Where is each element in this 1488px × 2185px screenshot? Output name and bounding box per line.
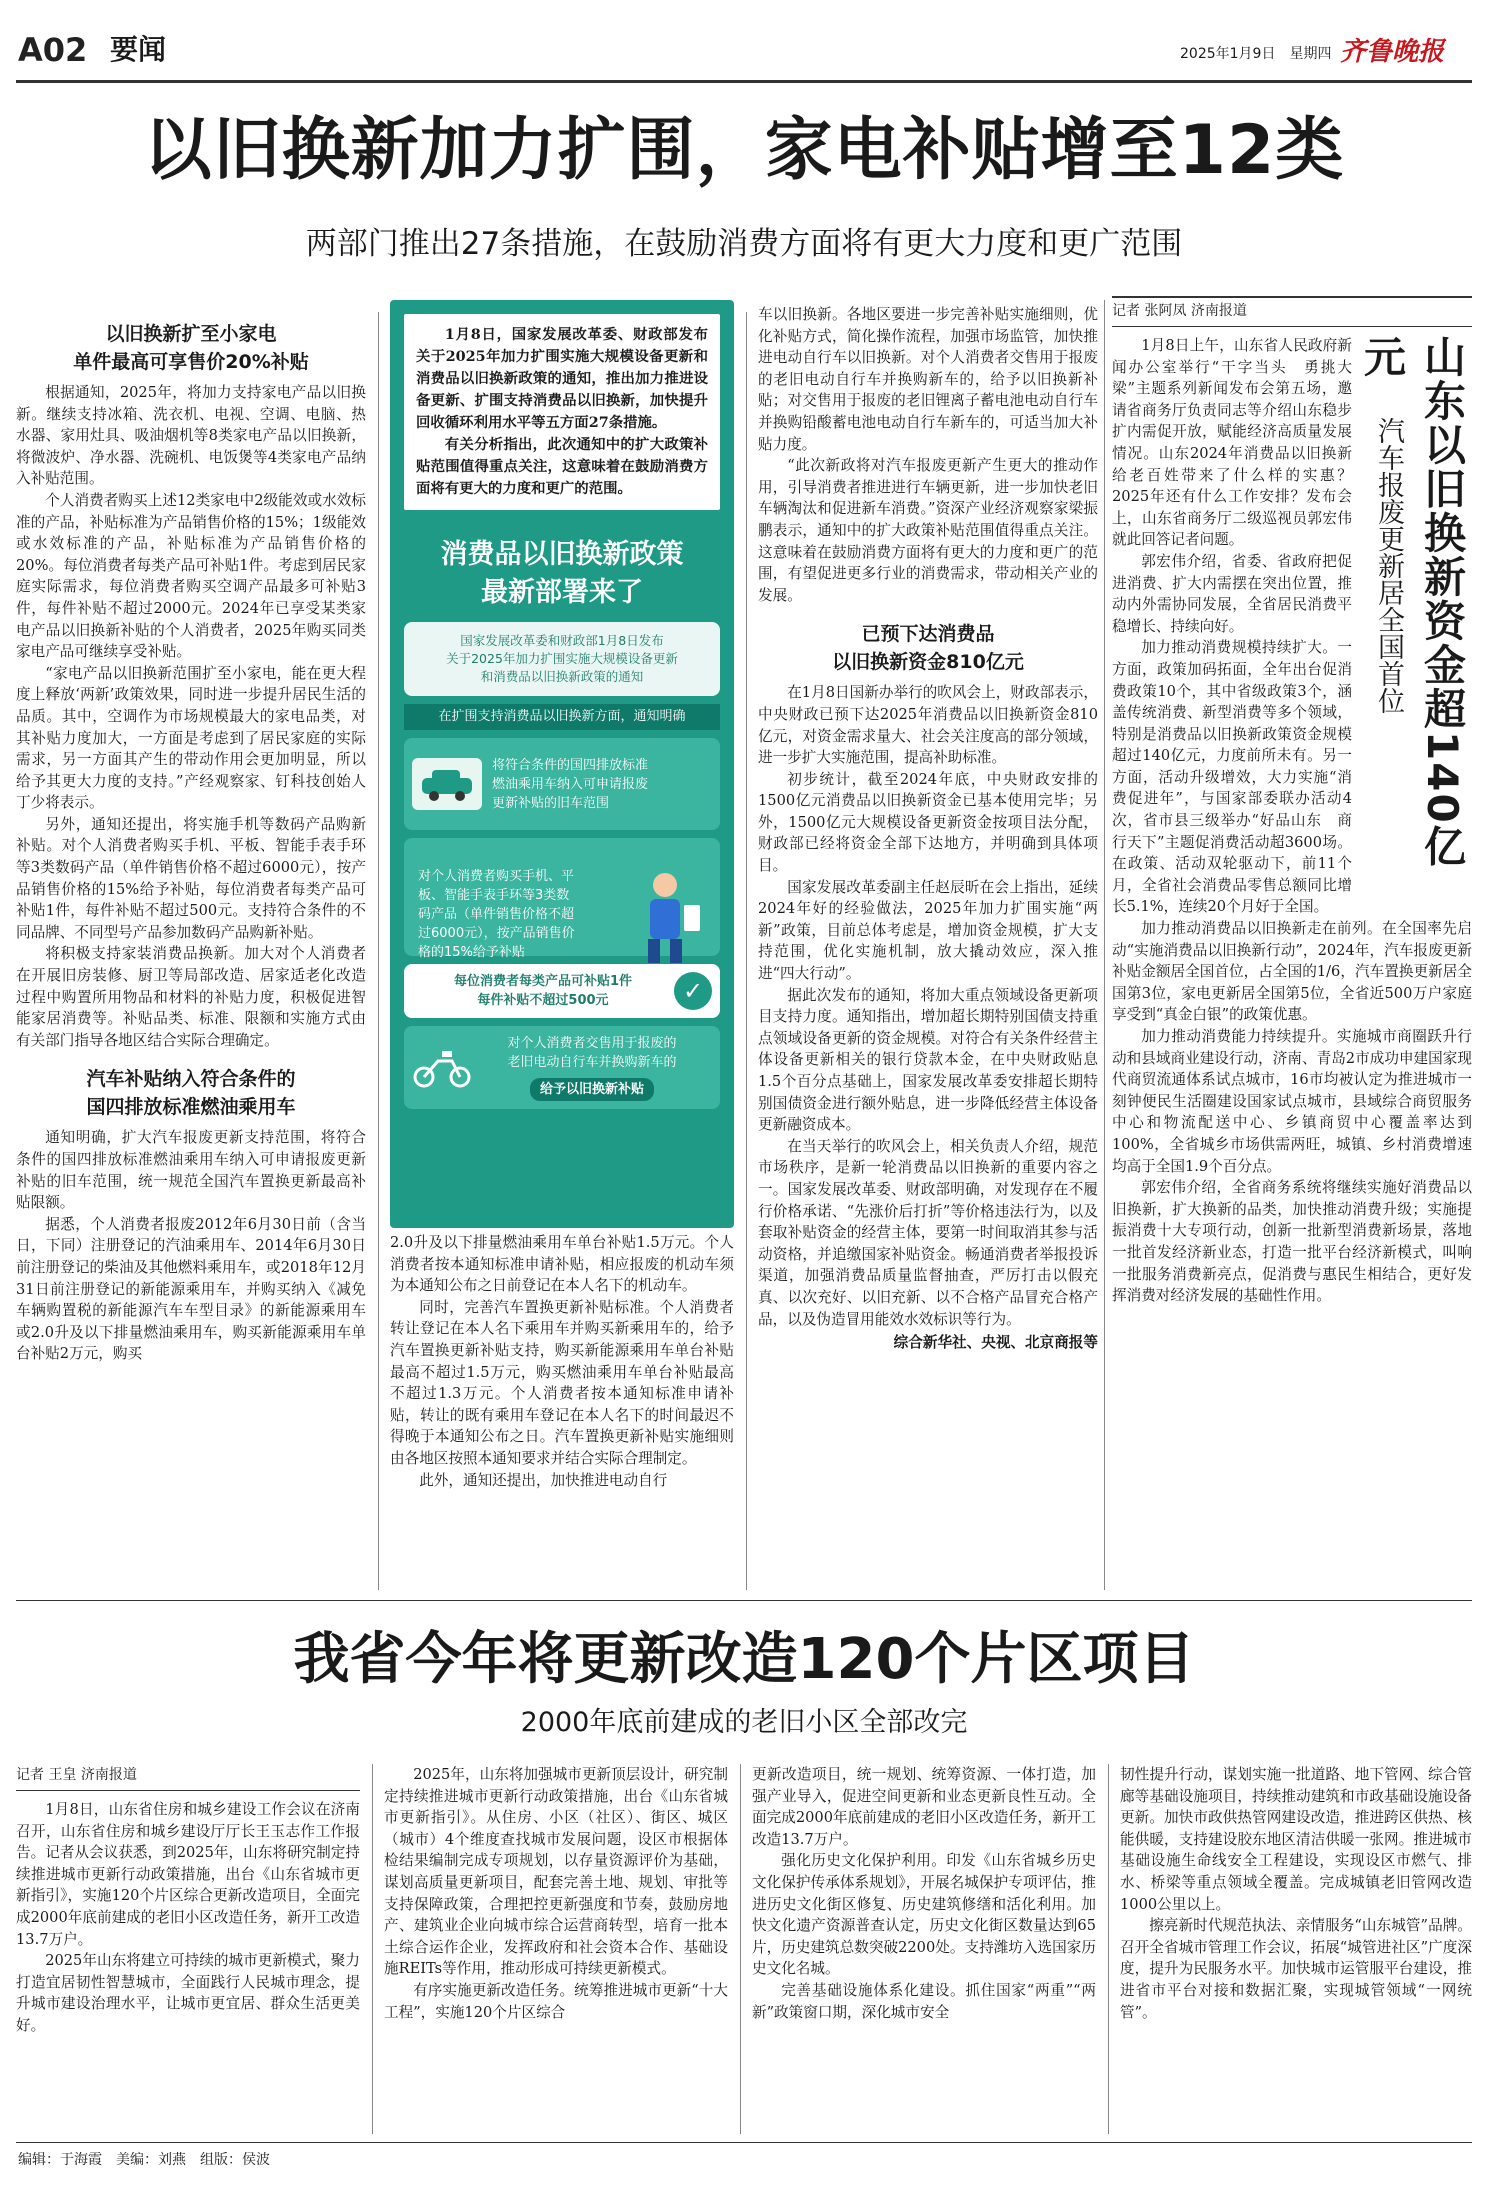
paragraph: 2025年，山东将加强城市更新顶层设计，研究制定持续推进城市更新行动政策措施，出台《山东省城市更新指引》。从住房、小区（社区）、街区、城区（城市）4个维度查找城市发展问题，设区市根据体检结果编制完成专项规划，以存量资源评价为基础，谋划高质量更新项目，配套完善土地、规划、审批等支持保障政策，合理把控更新强度和节奏，鼓励房地产、建筑业企业向城市综合运营商转型，培育一批本土综合运作企业，发挥政府和社会资本合作、基础设施REITs等作用，推动形成可持续更新模式。 [384, 1766, 728, 1978]
story1-col3 [758, 304, 1098, 1586]
infographic-panel [390, 300, 734, 1228]
paragraph: 此外，通知还提出，加快推进电动自行 [419, 1471, 668, 1489]
paragraph: 完善基础设施体系化建设。抓住国家“两重”“两新”政策窗口期，深化城市安全 [752, 1981, 1096, 2021]
checkmark-icon: ✓ [674, 972, 712, 1010]
paragraph: 加力推动消费品以旧换新走在前列。在全国率先启动“实施消费品以旧换新行动”，2024年，汽车报废更新补贴金额居全国首位，占全国的1/6，汽车置换更新居全国第3位，家电更新居全国第5位，全省近500万户家庭享受到“真金白银”的政策优惠。 [1112, 920, 1472, 1024]
paragraph: “家电产品以旧换新范围扩至小家电，能在更大程度上释放‘两新’政策效果，同时进一步提升居民生活的品质。其中，空调作为市场规模最大的家电品类，对其补贴力度加大，一方面是考虑到了居民家庭的实际需求，另一方面其产生的带动作用会更加明显，所以给予其更大力度的支持。”产经观察家、钉科技创始人丁少将表示。 [16, 664, 366, 812]
paragraph: 1月8日上午，山东省人民政府新闻办公室举行“干字当头 勇挑大梁”主题系列新闻发布会第五场，邀请省商务厅负责同志等介绍山东稳步扩内需促开放，赋能经济高质量发展情况。山东2024年消费品以旧换新给老百姓带来了什么样的实惠？2025年还有什么工作安排？发布会上，山东省商务厅二级巡视员郭宏伟就此回答记者问题。 [1112, 337, 1352, 549]
paragraph: 加力推动消费能力持续提升。实施城市商圈跃升行动和县域商业建设行动，济南、青岛2市成功申建国家现代商贸流通体系试点城市，16市均被认定为推进城市一刻钟便民生活圈建设国家试点城市，县域综合商贸服务中心和物流配送中心、乡镇商贸中心覆盖率达到100%，全省城乡市场供需两旺，城镇、乡村消费增速均高于全国1.9个百分点。 [1112, 1028, 1472, 1175]
paragraph: 韧性提升行动，谋划实施一批道路、地下管网、综合管廊等基础设施项目，持续推动建筑和市政基础设施设备更新。加快市政供热管网建设改造，推进跨区供热、核能供暖，支持建设胶东地区清洁供暖一张网。推进城市基础设施生命线安全工程建设，实现设区市燃气、排水、桥梁等重点领域全覆盖。完成城镇老旧管网改造1000公里以上。 [1120, 1766, 1472, 1913]
subhead-funds: 已预下达消费品 以旧换新资金810亿元 [832, 623, 1024, 674]
story1-col1 [16, 312, 366, 1590]
paragraph: “此次新政将对汽车报废更新产生更大的推动作用，引导消费者推进进行车辆更新，进一步加快老旧车辆淘汰和促进新车消费。”资深产业经济观察家梁振鹏表示，通知中的扩大政策补贴范围值得重点关注。这意味着在鼓励消费方面将有更大的力度和更广的范围，有望促进更多行业的消费需求，带动相关产业的发展。 [758, 457, 1098, 604]
infographic-banner: 国家发展改革委和财政部1月8日发布 关于2025年加力扩围实施大规模设备更新 和消费品以旧换新政策的通知 [404, 622, 720, 696]
byline: 记者 张阿凤 济南报道 [1112, 300, 1472, 327]
header-rule [16, 80, 1472, 83]
story2-box-rule [1112, 296, 1472, 298]
story3-col1 [16, 1764, 360, 2134]
paragraph: 擦亮新时代规范执法、亲情服务“山东城管”品牌。召开全省城市管理工作会议，拓展“城管进社区”广度深度，提升为民服务水平。加快城市运管服平台建设，推进省市平台对接和数据汇聚，实现城管领域“一网统管”。 [1120, 1917, 1472, 2021]
story2-vertical-title-block [1360, 335, 1472, 895]
paragraph: 个人消费者购买上述12类家电中2级能效或水效标准的产品，补贴标准为产品销售价格的15%；1级能效或水效标准的产品，补贴标准为产品销售价格的20%。每位消费者每类产品可补贴1件。考虑到居民家庭实际需求，每位消费者购买空调产品最多可补贴3件，每件补贴不超过2000元。2024年已享受某类家电产品以旧换新补贴的个人消费者，2025年购买同类家电产品可继续享受补贴。 [16, 491, 366, 661]
paragraph: 郭宏伟介绍，全省商务系统将继续实施好消费品以旧换新，扩大换新的品类，加快推动消费升级；实施提振消费十大专项行动，创新一批新型消费新场景，落地一批首发经济新业态，打造一批平台经济新模式，叫响一批服务消费新亮点，促消费与惠民生相结合，更好发挥消费对经济发展的基础性作用。 [1112, 1179, 1472, 1305]
paragraph: 国家发展改革委副主任赵辰昕在会上指出，延续2024年好的经验做法，2025年加力扩围实施“两新”政策，目前总体考虑是，增加资金规模，扩大支持范围，优化实施机制，放大撬动效应，深入推进“四大行动”。 [758, 878, 1098, 983]
lead-paragraph: 1月8日，国家发展改革委、财政部发布关于2025年加力扩围实施大规模设备更新和消费品以旧换新政策的通知，推出加力推进设备更新、扩围支持消费品以旧换新，加快提升回收循环利用水平等五方面27条措施。 [416, 326, 708, 431]
subhead-appliances: 以旧换新扩至小家电 单件最高可享售价20%补贴 [73, 323, 309, 373]
story2-col [1112, 300, 1472, 1590]
paragraph: 将积极支持家装消费品换新。加大对个人消费者在开展旧房装修、厨卫等局部改造、居家适老化改造过程中购置所用物品和材料的补贴力度，积极促进智能家居消费等。补贴品类、标准、限额和实施方式由有关部门指导各地区结合实际合理确定。 [16, 945, 366, 1049]
paragraph: 有序实施更新改造任务。统筹推进城市更新“十大工程”，实施120个片区综合 [384, 1981, 728, 2021]
card-text: 每位消费者每类产品可补贴1件 每件补贴不超过500元 [453, 974, 633, 1008]
infographic-card-limit [404, 964, 720, 1018]
ebike-icon [412, 1041, 472, 1095]
headline-story3: 我省今年将更新改造120个片区项目 [293, 1627, 1195, 1692]
page-number: A02 [18, 31, 88, 69]
paragraph: 车以旧换新。各地区要进一步完善补贴实施细则，优化补贴方式，简化操作流程，加强市场监管，加快推进电动自行车以旧换新。对个人消费者交售用于报废的老旧电动自行车并换购新车的，给予以旧换新补贴；对交售用于报废的老旧锂离子蓄电池电动自行车并换购铅酸蓄电池电动自行车新车的，可适当加大补贴力度。 [758, 306, 1098, 453]
lead-box [404, 314, 720, 510]
column-divider [372, 1764, 373, 2134]
paragraph: 2025年山东将建立可持续的城市更新模式，聚力打造宜居韧性智慧城市，全面践行人民城市理念，提升城市建设治理水平，让城市更宜居、群众生活更美好。 [16, 1952, 360, 2034]
column-divider [740, 1764, 741, 2134]
headline-main: 以旧换新加力扩围，家电补贴增至12类 [143, 111, 1345, 190]
infographic-strip: 在扩围支持消费品以旧换新方面，通知明确 [404, 704, 720, 730]
paragraph: 初步统计，截至2024年底，中央财政安排的1500亿元消费品以旧换新资金已基本使用完毕；另外，1500亿元大规模设备更新资金按项目法分配，财政部已经将资金全部下达地方，并明确到具体项目。 [758, 770, 1098, 875]
story1-col2 [390, 1232, 734, 1590]
column-divider [1104, 300, 1105, 1590]
car-icon [412, 758, 482, 810]
story2-vertical-subtitle: 汽车报废更新居全国首位 [1373, 417, 1404, 714]
card-text: 对个人消费者购买手机、平 板、智能手表手环等3类数 码产品（单件销售价格不超 过6000元），按产品销售价 格的15%给予补贴 [418, 869, 575, 960]
story3-col4 [1120, 1764, 1472, 2134]
story3-col2 [384, 1764, 728, 2134]
infographic-title: 消费品以旧换新政策 最新部署来了 [440, 539, 684, 608]
section-name: 要闻 [110, 33, 167, 66]
paragraph: 另外，通知还提出，将实施手机等数码产品购新补贴。对个人消费者购买手机、平板、智能手表手环等3类数码产品（单件销售价格不超过6000元），按产品销售价格的15%给予补贴，每位消费者每类产品可补贴1件，每件补贴不超过500元。支持符合条件的不同品牌、不同型号产品参加数码产品购新补贴。 [16, 815, 366, 941]
infographic-card-digital [404, 838, 720, 960]
paragraph: 在1月8日国新办举行的吹风会上，财政部表示，中央财政已预下达2025年消费品以旧换新资金810亿元，对资金需求量大、社会关注度高的部分领域，进一步扩大实施范围，提高补助标准。 [758, 684, 1098, 767]
source-credit: 综合新华社、央视、北京商报等 [893, 1334, 1098, 1352]
footer-credits [18, 2150, 270, 2170]
byline: 记者 王皇 济南报道 [16, 1764, 360, 1791]
paragraph: 1月8日，山东省住房和城乡建设工作会议在济南召开，山东省住房和城乡建设厅厅长王玉志作工作报告。记者从会议获悉，到2025年，山东将研究制定持续推进城市更新行动政策措施，出台《山东省城市更新指引》，实施120个片区综合更新改造项目，全面完成2000年底前建成的老旧小区改造任务，新开工改造13.7万户。 [16, 1801, 360, 1948]
story2-vertical-title: 山东以旧换新资金超140亿元 [1358, 335, 1467, 869]
subheadline-story3: 2000年底前建成的老旧小区全部改完 [520, 1707, 968, 1738]
footer-rule [16, 2142, 1472, 2143]
footer-editor: 编辑：于海霞 [18, 2152, 102, 2168]
card-highlight: 给予以旧换新补贴 [530, 1078, 654, 1101]
newspaper-logo: 齐鲁晚报 [1340, 37, 1445, 67]
paragraph: 更新改造项目，统一规划、统筹资源、一体打造，加强产业导入，促进空间更新和业态更新良性互动。全面完成2000年底前建成的老旧小区改造任务，新开工改造13.7万户。 [752, 1766, 1096, 1848]
paragraph: 通知明确，扩大汽车报废更新支持范围，将符合条件的国四排放标准燃油乘用车纳入可申请报废更新补贴的旧车范围，统一规范全国汽车置换更新最高补贴限额。 [16, 1129, 366, 1212]
story3-col3 [752, 1764, 1096, 2134]
issue-date: 2025年1月9日 星期四 [1180, 46, 1332, 62]
infographic-card-ebike [404, 1026, 720, 1109]
card-text: 将符合条件的国四排放标准 燃油乘用车纳入可申请报废 更新补贴的旧车范围 [492, 757, 649, 811]
subheadline-main: 两部门推出27条措施，在鼓励消费方面将有更大力度和更广范围 [305, 226, 1183, 262]
paragraph: 2.0升及以下排量燃油乘用车单台补贴1.5万元。个人消费者按本通知标准申请补贴，相应报废的机动车须为本通知公布之日前登记在本人名下的机动车。 [390, 1234, 734, 1295]
paragraph: 在当天举行的吹风会上，相关负责人介绍，规范市场秩序，是新一轮消费品以旧换新的重要内容之一。国家发展改革委、财政部明确，对发现存在不履行价格承诺、“先涨价后打折”等价格违法行为，以及套取补贴资金的经营主体，要第一时间取消其参与活动资格，并追缴国家补贴资金。畅通消费者举报投诉渠道，加强消费品质量监督抽查，严厉打击以假充真、以次充好、以旧充新、以不合格产品冒充合格产品，以及伪造冒用能效水效标识等行为。 [758, 1137, 1098, 1328]
footer-layout: 组版：侯波 [200, 2152, 270, 2168]
section-rule [16, 1600, 1472, 1601]
column-divider [1108, 1764, 1109, 2134]
paragraph: 据此次发布的通知，将加大重点领域设备更新项目支持力度。通知指出，增加超长期特别国债支持重点领域设备更新的资金规模。对符合有关条件经营主体设备更新相关的银行贷款本金，在中央财政贴息1.5个百分点基础上，国家发展改革委安排超长期特别国债资金进行额外贴息，进一步降低经营主体设备更新融资成本。 [758, 986, 1098, 1134]
paragraph: 同时，完善汽车置换更新补贴标准。个人消费者转让登记在本人名下乘用车并购买新乘用车的，给予汽车置换更新补贴支持，购买新能源乘用车单台补贴最高不超过1.5万元，购买燃油乘用车单台补贴最高不超过1.3万元。个人消费者按本通知标准申请补贴，转让的既有乘用车登记在本人名下的时间最迟不得晚于本通知公布之日。汽车置换更新补贴实施细则由各地区按照本通知要求并结合实际合理制定。 [390, 1298, 734, 1467]
paragraph: 强化历史文化保护利用。印发《山东省城乡历史文化保护传承体系规划》，开展名城保护专项评估，推进历史文化街区修复、历史建筑修缮和活化利用。加快文化遗产资源普查认定，历史文化街区数量达到65片，历史建筑总数突破2200处。支持潍坊入选国家历史文化名城。 [752, 1852, 1096, 1978]
card-text: 对个人消费者交售用于报废的 老旧电动自行车并换购新车的 [507, 1036, 677, 1070]
column-divider [378, 312, 379, 1590]
paragraph: 加力推动消费规模持续扩大。一方面，政策加码拓面，全年出台促消费政策10个，其中省级政策3个，涵盖传统消费、新型消费等多个领域，特别是消费品以旧换新政策资金规模超过140亿元，力度前所未有。另一方面，活动升级增效，大力实施“消费促进年”，与国家部委联办活动4次，省市县三级举办“好品山东 商行天下”主题促消费活动超3600场。在政策、活动双轮驱动下，前11个月，全省社会消费品零售总额同比增长5.1%，连续20个月好于全国。 [1112, 639, 1352, 916]
infographic-card-car [404, 738, 720, 830]
paragraph: 郭宏伟介绍，省委、省政府把促进消费、扩大内需摆在突出位置，推动内外需协同发展，全省居民消费平稳增长、持续向好。 [1112, 552, 1352, 635]
lead-paragraph: 有关分析指出，此次通知中的扩大政策补贴范围值得重点关注，这意味着在鼓励消费方面将有更大的力度和更广的范围。 [416, 436, 708, 497]
footer-art: 美编：刘燕 [116, 2152, 186, 2168]
paragraph: 根据通知，2025年，将加力支持家电产品以旧换新。继续支持冰箱、洗衣机、电视、空调、电脑、热水器、家用灶具、吸油烟机等8类家电产品以旧换新，将微波炉、净水器、洗碗机、电饭煲等4类家电产品纳入补贴范围。 [16, 384, 366, 488]
subhead-cars: 汽车补贴纳入符合条件的 国四排放标准燃油乘用车 [86, 1068, 296, 1119]
shopper-icon [620, 846, 710, 971]
paragraph: 据悉，个人消费者报废2012年6月30日前（含当日，下同）注册登记的汽油乘用车、2014年6月30日前注册登记的柴油及其他燃料乘用车，或2018年12月31日前注册登记的新能源乘用车，并购买纳入《减免车辆购置税的新能源汽车车型目录》的新能源乘用车或2.0升及以下排量燃油乘用车，购买新能源乘用车单台补贴2万元，购买 [16, 1215, 366, 1363]
column-divider [746, 312, 747, 1590]
